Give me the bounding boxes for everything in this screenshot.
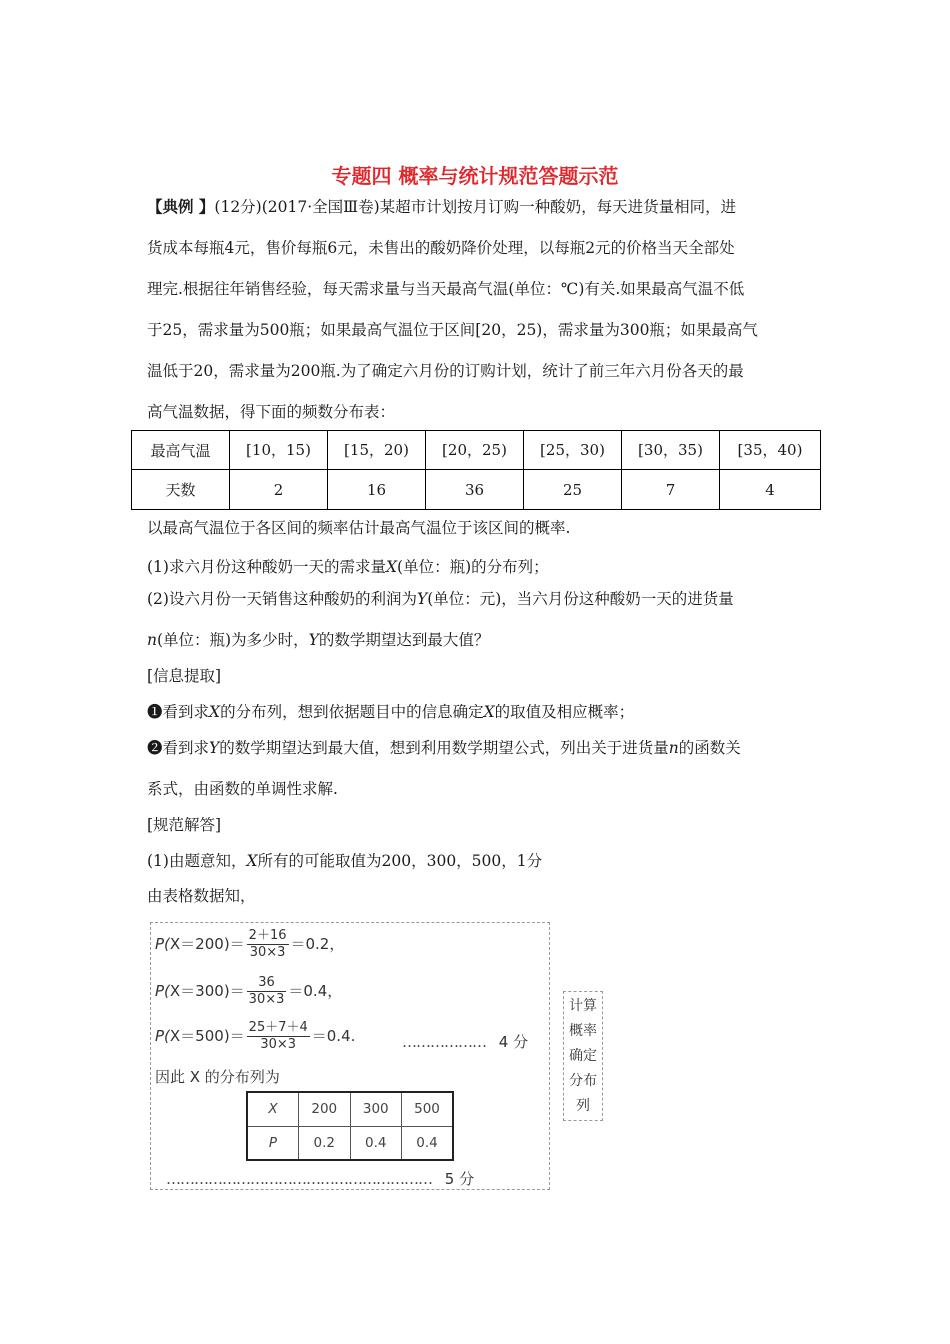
q2-cont-text-rest: 的数学期望达到最大值？ bbox=[318, 631, 490, 649]
circled-one-icon: ❶ bbox=[147, 703, 163, 721]
page-title: 专题四 概率与统计规范答题示范 bbox=[331, 164, 619, 188]
formula-lhs: X＝200)＝ bbox=[169, 935, 245, 953]
range-cell: [10，15) bbox=[230, 431, 328, 470]
problem-line-4: 于25，需求量为500瓶；如果最高气温位于区间[20，25)，需求量为300瓶；如果最高气 bbox=[147, 321, 758, 339]
q2-text-rest: (单位：元)，当六月份这种酸奶一天的进货量 bbox=[427, 590, 734, 608]
side-note-line: 计算 bbox=[569, 998, 597, 1014]
info1-text-a: 看到求 bbox=[162, 703, 210, 721]
days-cell: 2 bbox=[230, 470, 328, 510]
distribution-intro: 因此 X 的分布列为 bbox=[155, 1068, 280, 1086]
info2-text-b: 的数学期望达到最大值，想到利用数学期望公式，列出关于进货量 bbox=[219, 739, 669, 757]
fraction bbox=[247, 928, 289, 961]
p-value-cell: 0.4 bbox=[402, 1126, 454, 1160]
table-row bbox=[132, 470, 821, 510]
var-x: X bbox=[385, 558, 398, 576]
info1-text-b: 的分布列，想到依据题目中的信息确定 bbox=[220, 703, 484, 721]
solution-line-1 bbox=[147, 849, 542, 871]
days-cell: 16 bbox=[328, 470, 426, 510]
info-item-2 bbox=[147, 736, 741, 758]
info-item-2-cont: 系式，由函数的单调性求解. bbox=[147, 780, 338, 798]
info1-text-c: 的取值及相应概率； bbox=[494, 703, 635, 721]
days-cell: 36 bbox=[426, 470, 524, 510]
fraction bbox=[247, 1020, 310, 1053]
sol1-text-b: 所有的可能取值为200，300，500，1分 bbox=[257, 852, 543, 870]
days-cell: 25 bbox=[524, 470, 622, 510]
problem-text: (12分)(2017·全国Ⅲ卷)某超市计划按月订购一种酸奶，每天进货量相同，进 bbox=[214, 198, 737, 216]
x-value-cell: 200 bbox=[299, 1092, 351, 1126]
fraction-denominator: 30×3 bbox=[248, 992, 285, 1007]
problem-line-1 bbox=[147, 195, 736, 217]
probability-formula-1 bbox=[155, 928, 344, 961]
probability-formula-3 bbox=[155, 1020, 355, 1053]
distribution-table bbox=[246, 1091, 454, 1161]
prob-symbol: P( bbox=[155, 982, 170, 1000]
problem-line-2: 货成本每瓶4元，售价每瓶6元，未售出的酸奶降价处理，以每瓶2元的价格当天全部处 bbox=[147, 239, 735, 257]
side-note bbox=[563, 991, 603, 1121]
question-2-cont bbox=[147, 628, 489, 650]
fraction-numerator: 25＋7＋4 bbox=[248, 1020, 308, 1035]
fraction bbox=[247, 975, 287, 1008]
score-4 bbox=[402, 1031, 528, 1052]
var-x: X bbox=[268, 1101, 278, 1118]
var-y: Y bbox=[416, 590, 428, 608]
formula-lhs: X＝300)＝ bbox=[169, 982, 245, 1000]
score-5 bbox=[166, 1168, 474, 1189]
fraction-numerator: 36 bbox=[247, 975, 287, 992]
estimate-line: 以最高气温位于各区间的频率估计最高气温位于该区间的概率. bbox=[147, 519, 571, 537]
info-item-1 bbox=[147, 700, 634, 722]
var-n: n bbox=[668, 739, 679, 757]
score-label: 4 分 bbox=[498, 1033, 529, 1051]
solution-heading: [规范解答] bbox=[147, 816, 222, 834]
leader-dots: ……………… bbox=[402, 1033, 486, 1051]
fraction-denominator: 30×3 bbox=[260, 1037, 297, 1052]
range-cell: [15，20) bbox=[328, 431, 426, 470]
table-row bbox=[247, 1126, 453, 1160]
fraction-denominator: 30×3 bbox=[249, 945, 286, 960]
p-value-cell: 0.2 bbox=[299, 1126, 351, 1160]
info2-text-a: 看到求 bbox=[162, 739, 210, 757]
var-x: X bbox=[483, 703, 495, 721]
frequency-table bbox=[131, 430, 821, 510]
range-cell: [35，40) bbox=[720, 431, 821, 470]
x-value-cell: 300 bbox=[350, 1092, 402, 1126]
problem-line-3: 理完.根据往年销售经验，每天需求量与当天最高气温(单位：℃)有关.如果最高气温不低 bbox=[147, 280, 745, 298]
circled-two-icon: ❷ bbox=[147, 739, 163, 757]
formula-lhs: X＝500)＝ bbox=[169, 1027, 245, 1045]
side-note-line: 列 bbox=[576, 1098, 590, 1114]
days-cell: 4 bbox=[720, 470, 821, 510]
var-p: P bbox=[268, 1134, 278, 1151]
formula-rhs: ＝0.4. bbox=[311, 1027, 356, 1045]
probability-formula-2 bbox=[155, 975, 342, 1008]
table-header-cell: 天数 bbox=[132, 470, 230, 510]
q1-text: (1)求六月份这种酸奶一天的需求量 bbox=[147, 558, 386, 576]
range-cell: [20，25) bbox=[426, 431, 524, 470]
fraction-numerator: 2＋16 bbox=[248, 928, 287, 943]
formula-rhs: ＝0.4， bbox=[288, 982, 343, 1000]
prob-symbol: P( bbox=[155, 935, 170, 953]
question-2 bbox=[147, 587, 734, 609]
info2-text-c: 的函数关 bbox=[678, 739, 741, 757]
sol1-text-a: (1)由题意知， bbox=[147, 852, 247, 870]
leader-dots: ………………………………………………… bbox=[166, 1170, 432, 1188]
p-value-cell: 0.4 bbox=[350, 1126, 402, 1160]
q1-text-rest: (单位：瓶)的分布列； bbox=[397, 558, 549, 576]
table-row bbox=[132, 431, 821, 470]
var-y: Y bbox=[308, 631, 319, 649]
table-row bbox=[247, 1092, 453, 1126]
range-cell: [25，30) bbox=[524, 431, 622, 470]
score-label: 5 分 bbox=[444, 1170, 475, 1188]
var-y: Y bbox=[209, 739, 220, 757]
info-heading: [信息提取] bbox=[147, 667, 222, 685]
formula-rhs: ＝0.2， bbox=[290, 935, 345, 953]
problem-line-6: 高气温数据，得下面的频数分布表： bbox=[147, 403, 396, 421]
question-1 bbox=[147, 555, 549, 577]
example-tag: 【典例 】 bbox=[147, 197, 215, 216]
x-value-cell: 500 bbox=[402, 1092, 454, 1126]
var-n: n bbox=[147, 631, 157, 649]
solution-line-2: 由表格数据知， bbox=[147, 887, 256, 905]
var-x: X bbox=[246, 852, 258, 870]
problem-line-5: 温低于20，需求量为200瓶.为了确定六月份的订购计划，统计了前三年六月份各天的最 bbox=[147, 362, 744, 380]
range-cell: [30，35) bbox=[622, 431, 720, 470]
q2-text: (2)设六月份一天销售这种酸奶的利润为 bbox=[147, 590, 417, 608]
side-note-line: 分布 bbox=[569, 1073, 597, 1089]
side-note-line: 确定 bbox=[569, 1048, 597, 1064]
table-header-cell: 最高气温 bbox=[132, 431, 230, 470]
q2-cont-text: (单位：瓶)为多少时， bbox=[156, 631, 309, 649]
days-cell: 7 bbox=[622, 470, 720, 510]
prob-symbol: P( bbox=[155, 1027, 170, 1045]
side-note-line: 概率 bbox=[569, 1023, 597, 1039]
var-x: X bbox=[209, 703, 221, 721]
